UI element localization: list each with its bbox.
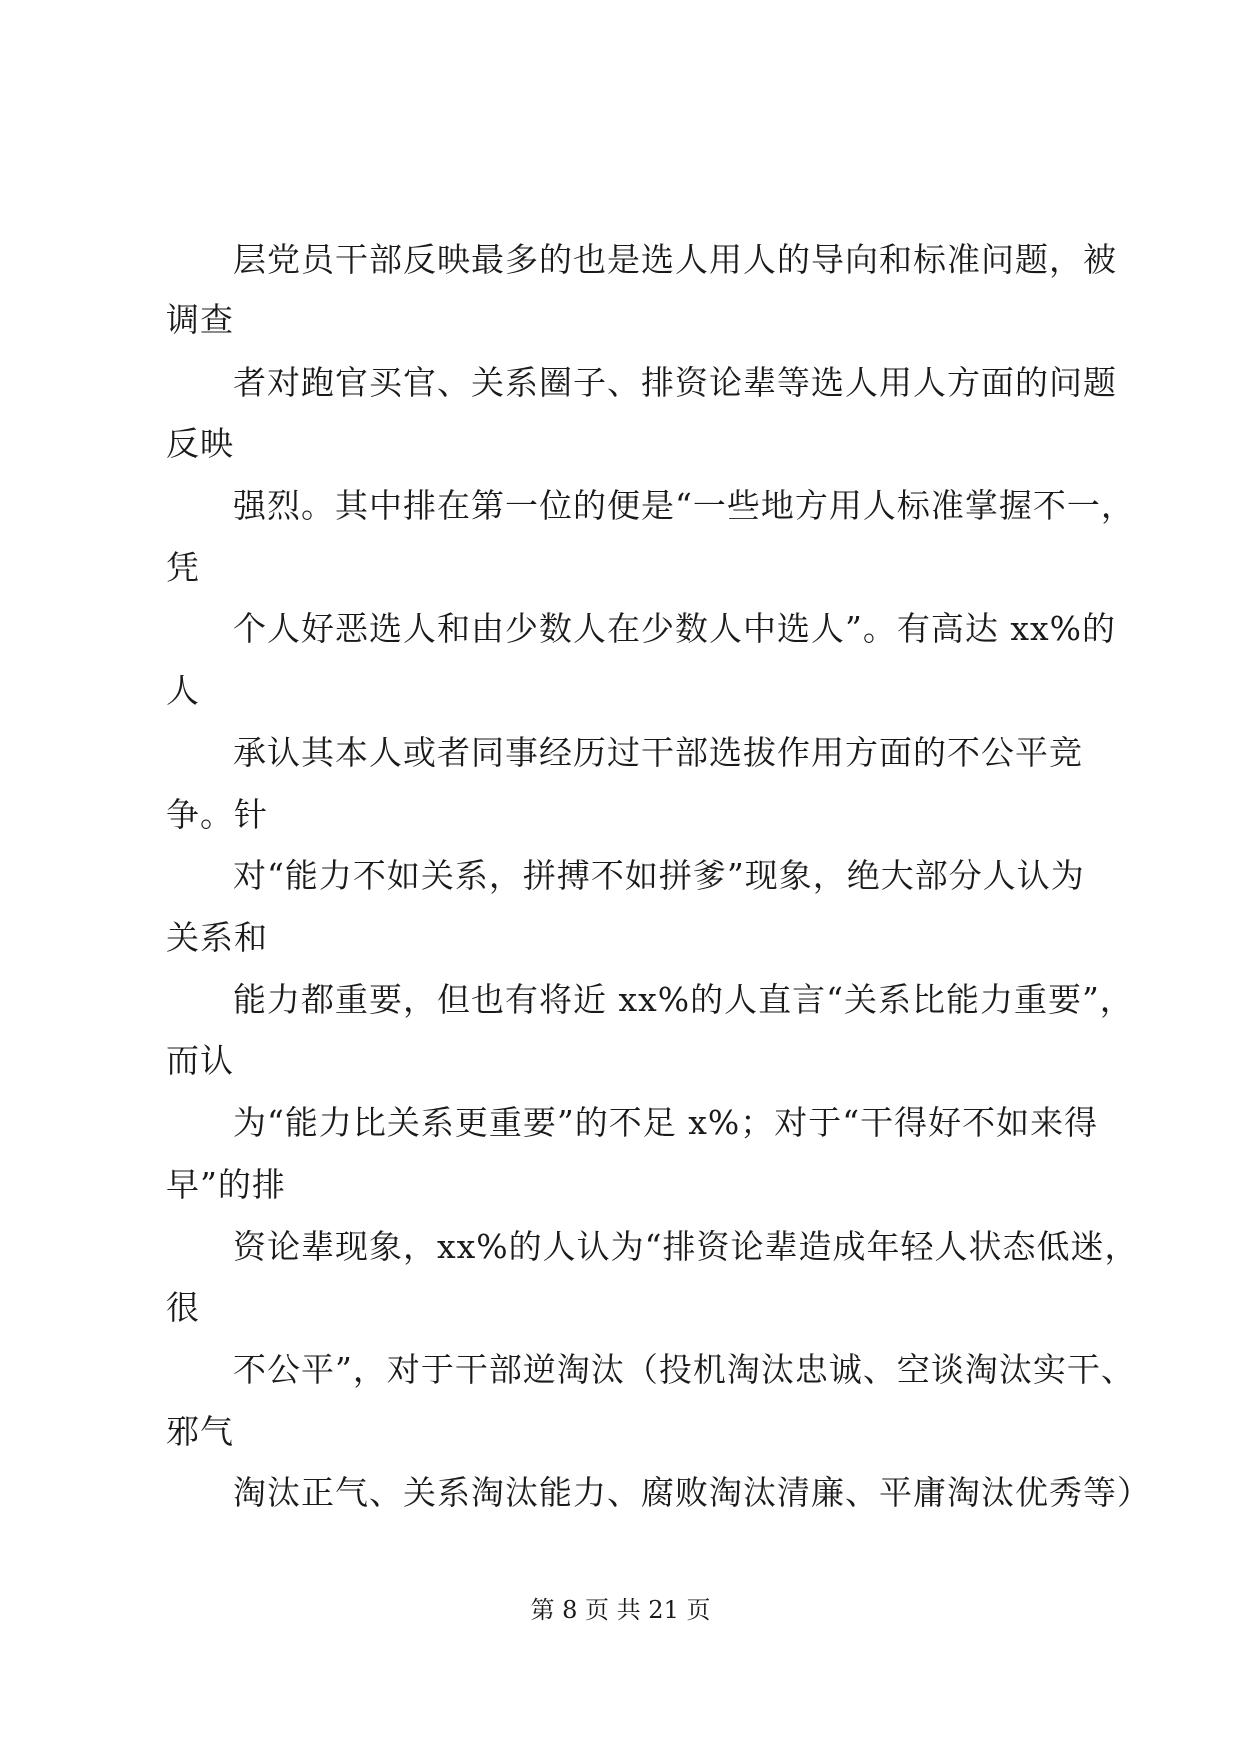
body-line: 而认: [166, 1041, 234, 1080]
body-line: 人: [166, 671, 200, 710]
body-line: 关系和: [166, 918, 268, 957]
body-line: 层党员干部反映最多的也是选人用人的导向和标准问题，被: [233, 240, 1117, 279]
body-line: 强烈。其中排在第一位的便是“一些地方用人标准掌握不一，: [233, 486, 1135, 525]
body-line: 能力都重要，但也有将近 xx%的人直言“关系比能力重要”，: [233, 980, 1134, 1019]
body-line: 凭: [166, 548, 200, 587]
body-line: 邪气: [166, 1412, 234, 1451]
body-line: 对“能力不如关系，拼搏不如拼爹”现象，绝大部分人认为: [233, 856, 1085, 895]
body-line: 很: [166, 1288, 200, 1327]
body-line: 争。针: [166, 795, 268, 834]
body-line: 淘汰正气、关系淘汰能力、腐败淘汰清廉、平庸淘汰优秀等）: [233, 1473, 1151, 1512]
body-line: 不公平”，对于干部逆淘汰（投机淘汰忠诚、空谈淘汰实干、: [233, 1350, 1135, 1389]
page-number-footer: 第 8 页 共 21 页: [530, 1596, 711, 1624]
body-line: 为“能力比关系更重要”的不足 x%；对于“干得好不如来得: [233, 1103, 1099, 1142]
body-line: 反映: [166, 424, 234, 463]
body-line: 个人好恶选人和由少数人在少数人中选人”。有高达 xx%的: [233, 609, 1116, 648]
body-line: 调查: [166, 300, 234, 339]
body-line: 承认其本人或者同事经历过干部选拔作用方面的不公平竞: [233, 733, 1083, 772]
body-line: 资论辈现象，xx%的人认为“排资论辈造成年轻人状态低迷，: [233, 1227, 1139, 1266]
body-line: 者对跑官买官、关系圈子、排资论辈等选人用人方面的问题: [233, 363, 1117, 402]
body-line: 早”的排: [166, 1165, 286, 1204]
